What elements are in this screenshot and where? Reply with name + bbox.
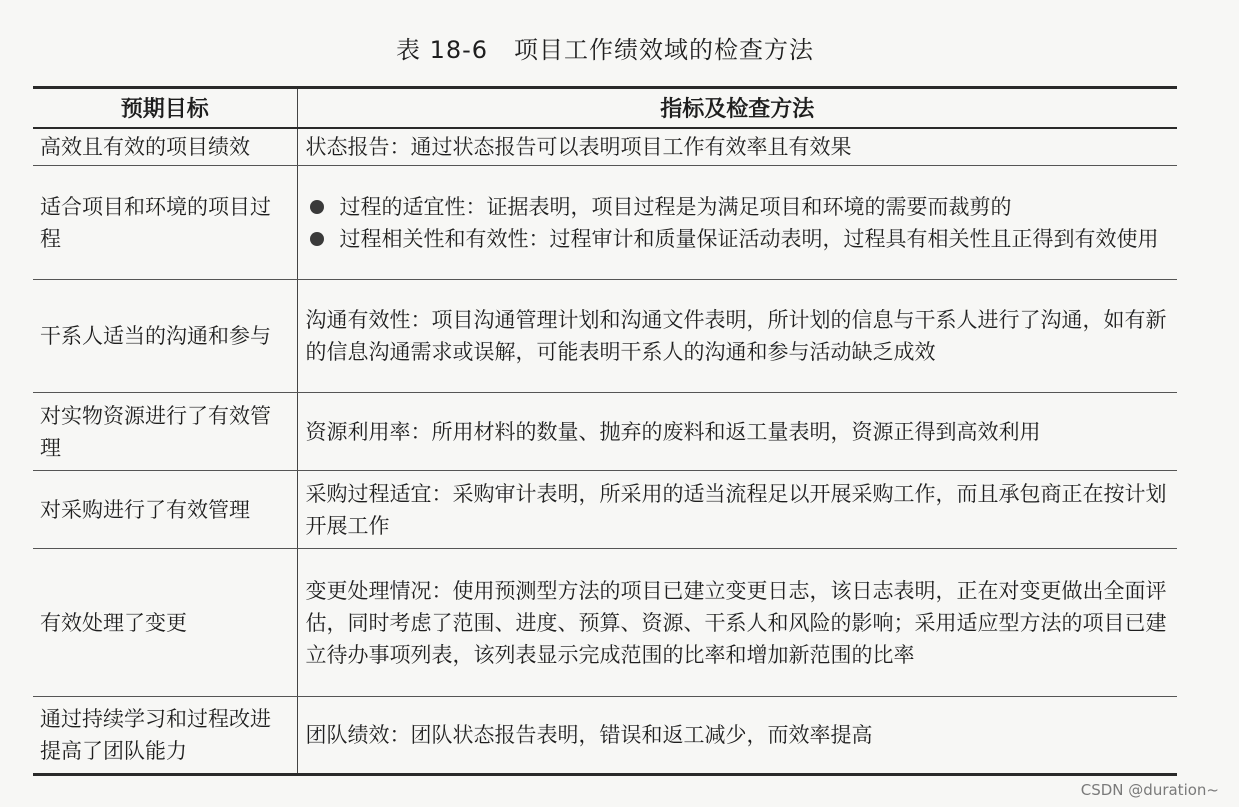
table-row xyxy=(33,697,1177,775)
table-caption: 项目工作绩效域的检查方法 xyxy=(514,36,815,64)
goal-cell: 对实物资源进行了有效管理 xyxy=(33,393,297,471)
header-method: 指标及检查方法 xyxy=(297,88,1177,128)
bullet-dot-icon xyxy=(310,232,324,246)
method-cell: 沟通有效性：项目沟通管理计划和沟通文件表明，所计划的信息与干系人进行了沟通，如有新的信息沟通需求或误解，可能表明干系人的沟通和参与活动缺乏成效 xyxy=(297,280,1177,393)
method-cell: 变更处理情况：使用预测型方法的项目已建立变更日志，该日志表明，正在对变更做出全面评估，同时考虑了范围、进度、预算、资源、干系人和风险的影响；采用适应型方法的项目已建立待办事项列表，该列表显示完成范围的比率和增加新范围的比率 xyxy=(297,549,1177,697)
goal-cell: 对采购进行了有效管理 xyxy=(33,471,297,549)
table-row xyxy=(33,128,1177,166)
bullet-list xyxy=(306,191,1170,255)
bullet-item xyxy=(306,223,1170,255)
table-row xyxy=(33,280,1177,393)
table-row xyxy=(33,549,1177,697)
method-cell: 状态报告：通过状态报告可以表明项目工作有效率且有效果 xyxy=(297,128,1177,166)
table-number: 表 18-6 xyxy=(395,36,489,64)
method-cell: 团队绩效：团队状态报告表明，错误和返工减少，而效率提高 xyxy=(297,697,1177,775)
method-cell xyxy=(297,166,1177,280)
goal-cell: 适合项目和环境的项目过程 xyxy=(33,166,297,280)
table-row xyxy=(33,471,1177,549)
bullet-dot-icon xyxy=(310,200,324,214)
bullet-text: 过程的适宜性：证据表明，项目过程是为满足项目和环境的需要而裁剪的 xyxy=(339,194,1012,219)
method-cell: 采购过程适宜：采购审计表明，所采用的适当流程足以开展采购工作，而且承包商正在按计划开展工作 xyxy=(297,471,1177,549)
watermark: CSDN @duration~ xyxy=(1080,781,1219,799)
table-row xyxy=(33,393,1177,471)
goal-cell: 高效且有效的项目绩效 xyxy=(33,128,297,166)
header-goal: 预期目标 xyxy=(33,88,297,128)
method-cell: 资源利用率：所用材料的数量、抛弃的废料和返工量表明，资源正得到高效利用 xyxy=(297,393,1177,471)
table-row xyxy=(33,166,1177,280)
goal-cell: 有效处理了变更 xyxy=(33,549,297,697)
header-row xyxy=(33,88,1177,128)
bullet-text: 过程相关性和有效性：过程审计和质量保证活动表明，过程具有相关性且正得到有效使用 xyxy=(339,226,1159,251)
bullet-item xyxy=(306,191,1170,223)
goal-cell: 通过持续学习和过程改进提高了团队能力 xyxy=(33,697,297,775)
goal-cell: 干系人适当的沟通和参与 xyxy=(33,280,297,393)
table-title xyxy=(0,30,1210,65)
inspection-methods-table xyxy=(33,86,1177,776)
